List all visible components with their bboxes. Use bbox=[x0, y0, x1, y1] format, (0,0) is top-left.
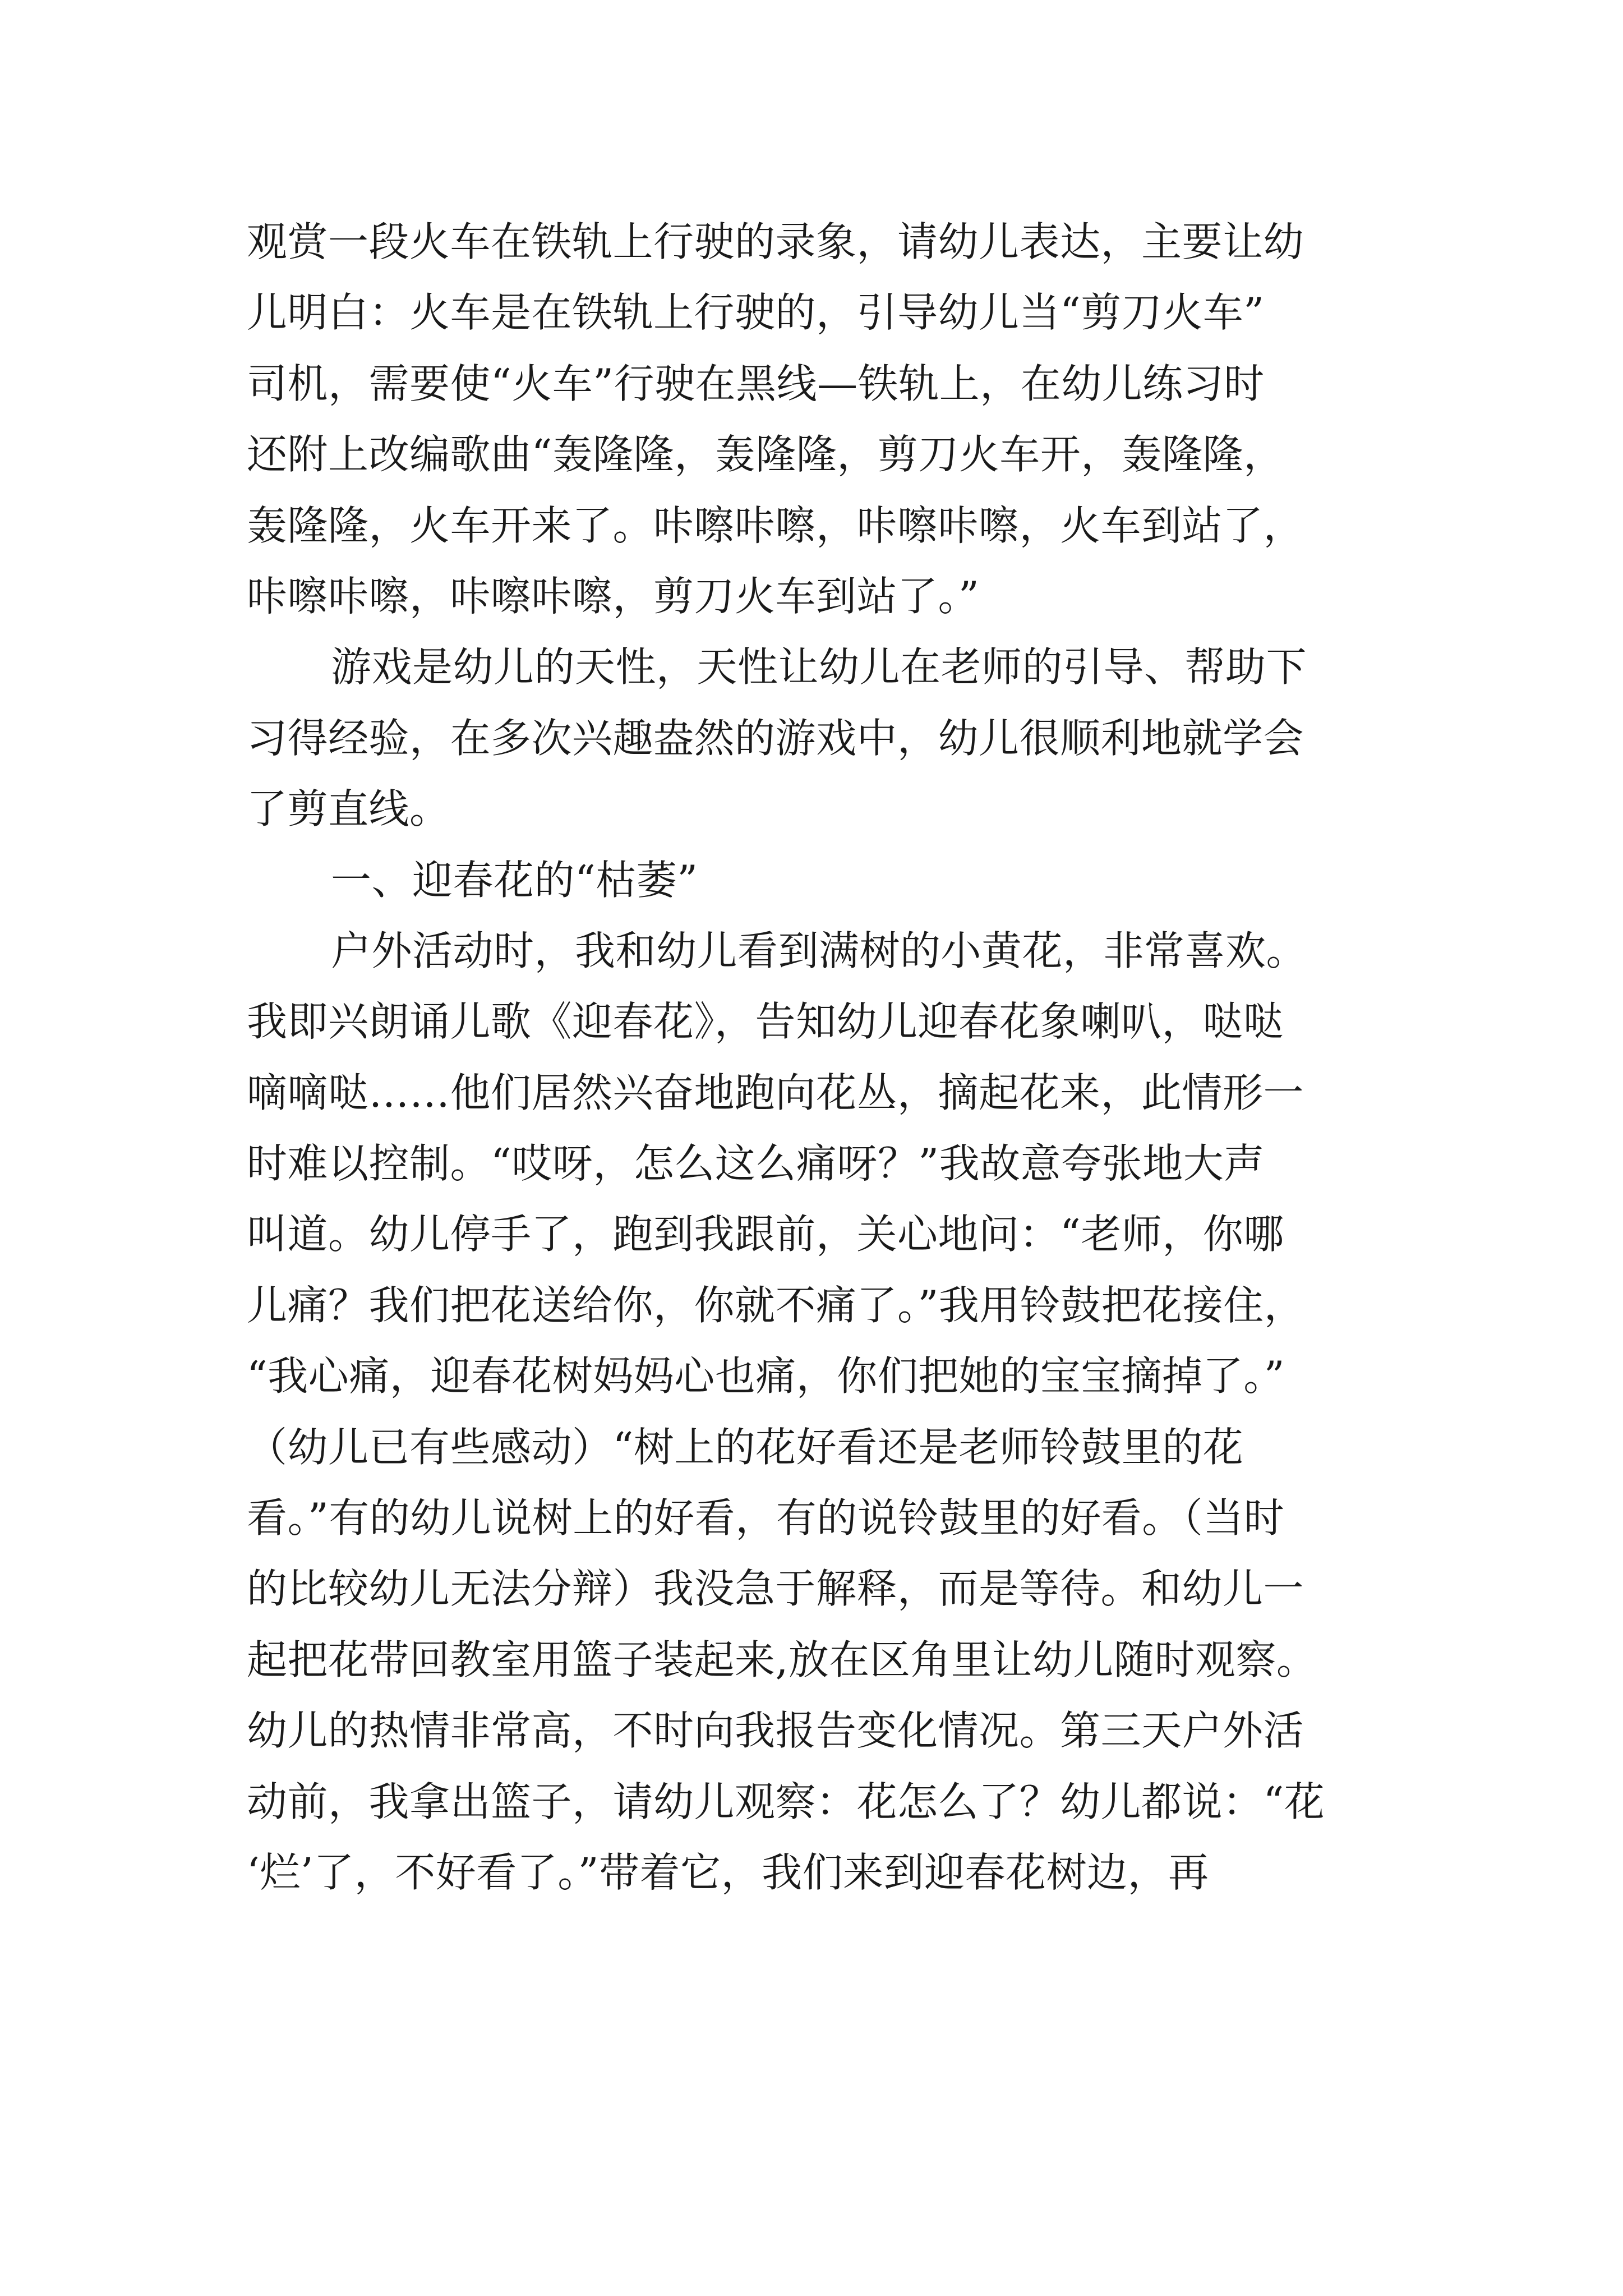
paragraph-start-line: 游戏是幼儿的天性，天性让幼儿在老师的引导、帮助下 bbox=[331, 643, 1307, 691]
text-line: （幼儿已有些感动）“树上的花好看还是老师铃鼓里的花 bbox=[247, 1423, 1244, 1471]
text-line: 起把花带回教室用篮子装起来,放在区角里让幼儿随时观察。 bbox=[247, 1636, 1317, 1683]
text-line: 习得经验，在多次兴趣盎然的游戏中，幼儿很顺利地就学会 bbox=[247, 714, 1304, 762]
text-line: 咔嚓咔嚓，咔嚓咔嚓，剪刀火车到站了。” bbox=[247, 572, 980, 620]
text-line: 儿明白：火车是在铁轨上行驶的，引导幼儿当“剪刀火车” bbox=[247, 289, 1265, 337]
text-line: 看。”有的幼儿说树上的好看，有的说铃鼓里的好看。（当时 bbox=[247, 1494, 1285, 1542]
text-line: 嘀嘀哒……他们居然兴奋地跑向花丛，摘起花来，此情形一 bbox=[247, 1069, 1304, 1116]
text-line: 幼儿的热情非常高，不时向我报告变化情况。第三天户外活 bbox=[247, 1707, 1304, 1755]
text-line: 还附上改编歌曲“轰隆隆，轰隆隆，剪刀火车开，轰隆隆， bbox=[247, 431, 1284, 478]
text-line: 了剪直线。 bbox=[247, 785, 450, 833]
text-line: 动前，我拿出篮子，请幼儿观察：花怎么了？幼儿都说：“花 bbox=[247, 1778, 1325, 1825]
text-line: 我即兴朗诵儿歌《迎春花》，告知幼儿迎春花象喇叭，哒哒 bbox=[247, 998, 1284, 1046]
text-line: 叫道。幼儿停手了，跑到我跟前，关心地问：“老师，你哪 bbox=[247, 1211, 1284, 1258]
text-line: 的比较幼儿无法分辩）我没急于解释，而是等待。和幼儿一 bbox=[247, 1565, 1304, 1613]
text-line: “我心痛，迎春花树妈妈心也痛，你们把她的宝宝摘掉了。” bbox=[247, 1352, 1285, 1400]
body-text bbox=[247, 206, 1391, 1908]
text-line: 观赏一段火车在铁轨上行驶的录象，请幼儿表达，主要让幼 bbox=[247, 218, 1304, 265]
text-line: 轰隆隆，火车开来了。咔嚓咔嚓，咔嚓咔嚓，火车到站了， bbox=[247, 501, 1304, 549]
text-line: ‘烂’了，不好看了。”带着它，我们来到迎春花树边，再 bbox=[247, 1848, 1209, 1896]
paragraph-start-line: 户外活动时，我和幼儿看到满树的小黄花，非常喜欢。 bbox=[331, 927, 1307, 974]
section-heading: 一、迎春花的“枯萎” bbox=[331, 856, 698, 904]
text-line: 时难以控制。“哎呀，怎么这么痛呀？”我故意夸张地大声 bbox=[247, 1140, 1265, 1188]
text-line: 儿痛？我们把花送给你，你就不痛了。”我用铃鼓把花接住， bbox=[247, 1281, 1305, 1329]
text-line: 司机，需要使“火车”行驶在黑线—铁轨上，在幼儿练习时 bbox=[247, 360, 1265, 407]
